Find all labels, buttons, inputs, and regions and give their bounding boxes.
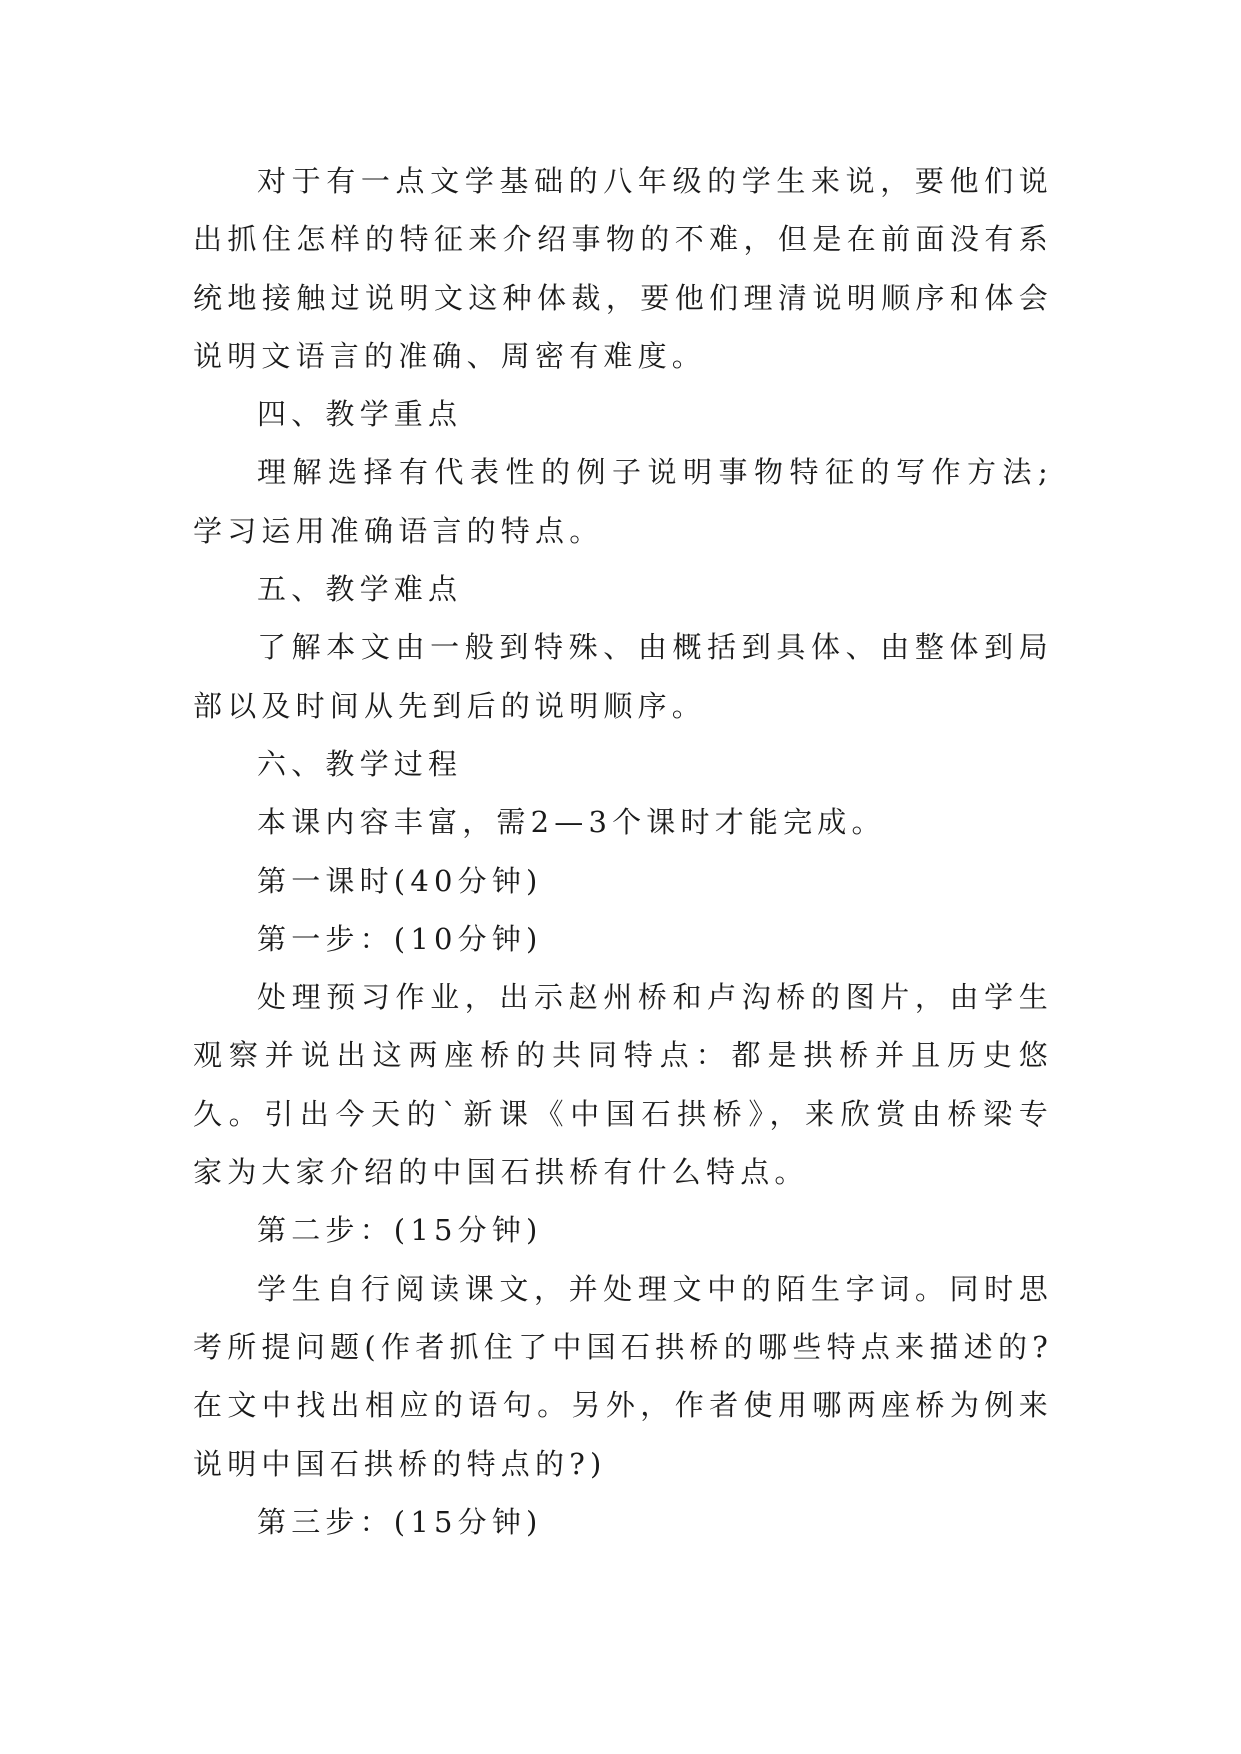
document-page [193, 152, 1053, 1551]
heading-first-lesson: 第一课时(40分钟) [257, 863, 543, 898]
heading-step-three: 第三步：(15分钟) [257, 1504, 543, 1539]
heading-teaching-focus: 四、教学重点 [257, 397, 463, 432]
paragraph-step-two: 学生自行阅读课文，并处理文中的陌生字词。同时思考所提问题(作者抓住了中国石拱桥的哪些特点来描述的?在文中找出相应的语句。另外，作者使用哪两座桥为例来说明中国石拱桥的特点的?) [193, 1271, 1053, 1481]
heading-teaching-difficulty: 五、教学难点 [257, 572, 463, 607]
paragraph-teaching-difficulty: 了解本文由一般到特殊、由概括到具体、由整体到局部以及时间从先到后的说明顺序。 [193, 630, 1053, 723]
heading-step-two: 第二步：(15分钟) [257, 1213, 543, 1248]
paragraph-lesson-count: 本课内容丰富，需2—3个课时才能完成。 [257, 805, 886, 840]
heading-teaching-process: 六、教学过程 [257, 746, 463, 781]
heading-step-one: 第一步：(10分钟) [257, 921, 543, 956]
paragraph-intro-analysis: 对于有一点文学基础的八年级的学生来说，要他们说出抓住怎样的特征来介绍事物的不难，但是在前面没有系统地接触过说明文这种体裁，要他们理清说明顺序和体会说明文语言的准确、周密有难度。 [193, 164, 1053, 373]
paragraph-step-one: 处理预习作业，出示赵州桥和卢沟桥的图片，由学生观察并说出这两座桥的共同特点：都是拱桥并且历史悠久。引出今天的`新课《中国石拱桥》，来欣赏由桥梁专家为大家介绍的中国石拱桥有什么特点。 [193, 980, 1053, 1190]
paragraph-teaching-focus: 理解选择有代表性的例子说明事物特征的写作方法;学习运用准确语言的特点。 [193, 455, 1053, 548]
